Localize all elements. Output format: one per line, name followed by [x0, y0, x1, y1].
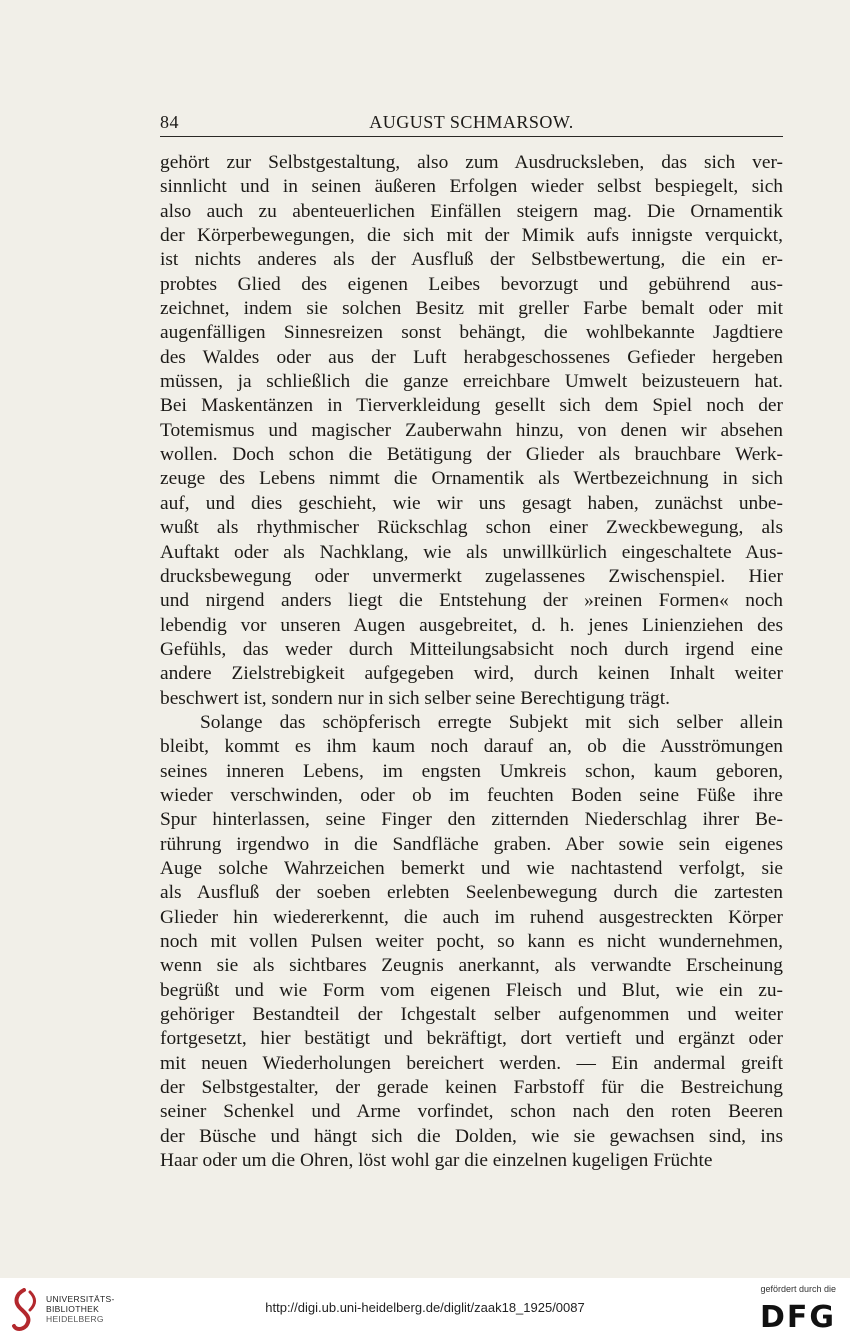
text-line: Totemismus und magischer Zauberwahn hinzu, von denen wir absehen — [160, 419, 783, 441]
text-line: Auftakt oder als Nachklang, wie als unwillkürlich eingeschaltete Aus- — [160, 541, 783, 563]
permalink-url[interactable]: http://digi.ub.uni-heidelberg.de/diglit/zaak18_1925/0087 — [265, 1300, 585, 1315]
text-line: bleibt, kommt es ihm kaum noch darauf an, ob die Ausströmungen — [160, 736, 783, 758]
text-line: seiner Schenkel und Arme vorfindet, schon nach den roten Beeren — [160, 1101, 783, 1123]
funding-note: gefördert durch die — [760, 1284, 836, 1294]
text-line: zeichnet, indem sie solchen Besitz mit greller Farbe bemalt oder mit — [160, 298, 783, 320]
text-line: sinnlicht und in seinen äußeren Erfolgen wieder selbst bespiegelt, sich — [160, 176, 783, 198]
text-line: mit neuen Wiederholungen bereichert werden. — Ein andermal greift — [160, 1052, 783, 1074]
library-name-line: BIBLIOTHEK — [46, 1304, 100, 1314]
text-line: also auch zu abenteuerlichen Einfällen steigern mag. Die Ornamentik — [160, 200, 783, 222]
viewer-footer — [0, 1278, 850, 1341]
text-line: der Körperbewegungen, die sich mit der Mimik aufs innigste verquickt, — [160, 225, 783, 247]
text-line: noch mit vollen Pulsen weiter pocht, so kann es nicht wundernehmen, — [160, 931, 783, 952]
text-line: Bei Maskentänzen in Tierverkleidung gesellt sich dem Spiel noch der — [160, 395, 783, 417]
text-line: zeuge des Lebens nimmt die Ornamentik als Wertbezeichnung in sich — [160, 468, 783, 490]
library-name-line: HEIDELBERG — [46, 1314, 104, 1324]
text-line: probtes Glied des eigenen Leibes bevorzugt und gebührend aus- — [160, 273, 783, 295]
text-line: fortgesetzt, hier bestätigt und bekräftigt, dort vertieft und ergänzt oder — [160, 1028, 783, 1050]
page-header — [160, 110, 783, 137]
text-line: beschwert ist, sondern nur in sich selber seine Berechtigung trägt. — [160, 687, 670, 709]
text-line: wollen. Doch schon die Betätigung der Glieder als brauchbare Werk- — [160, 444, 783, 466]
dfg-logo: DFG — [759, 1300, 836, 1335]
text-line: augenfälligen Sinnesreizen sonst behängt, die wohlbekannte Jagdtiere — [160, 322, 783, 344]
text-line: ist nichts anderes als der Ausfluß der Selbstbewertung, die ein er- — [160, 249, 783, 271]
text-line: wenn sie als sichtbares Zeugnis anerkannt, als verwandte Erscheinung — [160, 955, 783, 977]
text-line: wußt als rhythmischer Rückschlag schon einer Zweckbewegung, als — [160, 517, 783, 539]
text-line: andere Zielstrebigkeit aufgegeben wird, durch keinen Inhalt weiter — [160, 663, 783, 685]
text-line: müssen, ja schließlich die ganze erreichbare Umwelt beizusteuern hat. — [160, 371, 783, 393]
text-line: der Büsche und hängt sich die Dolden, wie sie gewachsen sind, ins — [160, 1125, 783, 1147]
text-line: Glieder hin wiedererkennt, die auch im ruhend ausgestreckten Körper — [160, 906, 783, 928]
text-line: seines inneren Lebens, im engsten Umkreis schon, kaum geboren, — [160, 760, 783, 782]
text-line: auf, und dies geschieht, wie wir uns gesagt haben, zunächst unbe- — [160, 492, 783, 514]
text-line: und nirgend anders liegt die Entstehung der »reinen Formen« noch — [160, 590, 783, 612]
text-line: Spur hinterlassen, seine Finger den zitternden Niederschlag ihrer Be- — [160, 809, 783, 831]
text-line: als Ausfluß der soeben erlebten Seelenbewegung durch die zartesten — [160, 882, 783, 904]
text-line: begrüßt und wie Form vom eigenen Fleisch und Blut, wie ein zu- — [160, 979, 783, 1001]
text-line: Solange das schöpferisch erregte Subjekt mit sich selber allein — [200, 711, 783, 733]
text-line: Auge solche Wahrzeichen bemerkt und wie nachtastend verfolgt, sie — [160, 857, 783, 879]
library-name-line: UNIVERSITÄTS- — [46, 1294, 115, 1304]
text-line: drucksbewegung oder unvermerkt zugelassenes Zwischenspiel. Hier — [160, 565, 783, 587]
text-line: gehört zur Selbstgestaltung, also zum Ausdrucksleben, das sich ver- — [160, 152, 783, 173]
text-line: Haar oder um die Ohren, löst wohl gar die einzelnen kugeligen Früchte — [160, 1150, 713, 1172]
text-line: lebendig vor unseren Augen ausgebreitet, d. h. jenes Linienziehen des — [160, 614, 783, 636]
text-line: des Waldes oder aus der Luft herabgeschossenes Gefieder hergeben — [160, 346, 783, 368]
running-head: AUGUST SCHMARSOW. — [369, 112, 574, 132]
text-line: rührung irgendwo in die Sandfläche graben. Aber sowie sein eigenes — [160, 833, 783, 855]
text-line: wieder verschwinden, oder ob im feuchten Boden seine Füße ihre — [160, 784, 783, 806]
body-text — [160, 151, 783, 1173]
text-line: der Selbstgestalter, der gerade keinen Farbstoff für die Bestreichung — [160, 1077, 783, 1099]
page-number: 84 — [160, 112, 179, 132]
text-line: Gefühls, das weder durch Mitteilungsabsicht noch durch irgend eine — [160, 638, 783, 660]
text-line: gehöriger Bestandteil der Ichgestalt selber aufgenommen und weiter — [160, 1004, 783, 1026]
